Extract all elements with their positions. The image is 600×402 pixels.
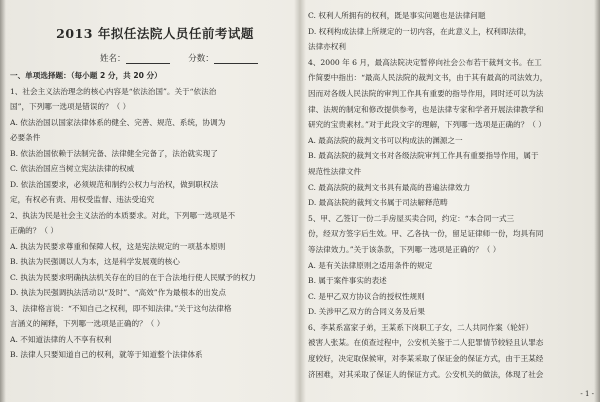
- text-line: D. 执法为民强调执法活动以“及时”、“高效”作为最根本的出发点: [10, 288, 227, 297]
- left-page-text: [10, 68, 290, 363]
- text-line: B. 执法为民强调以人为本，这是科学发展观的核心: [10, 257, 180, 266]
- text-line: 规范性法律文件: [308, 166, 362, 176]
- text-line: B. 最高法院的裁判文书对各级法院审判工作具有重要指导作用，属于: [308, 151, 539, 161]
- text-line: 律、法规的制定和修改提供参考，也是法律专家和学者开展法律教学和: [308, 104, 544, 114]
- text-line: 定，有权必有责、用权受监督、违法受追究: [10, 195, 155, 204]
- score-label: 分数：: [188, 54, 214, 64]
- text-line: 济困难，对其采取了保证人的保证方式。公安机关的做法，体现了社会: [308, 369, 544, 379]
- text-line: 4、2000 年 6 月，最高法院决定暂停向社会公布若干裁判文书。在工: [308, 57, 542, 67]
- text-line: A. 执法为民要求尊重和保障人权，这是宪法规定的一项基本原则: [10, 241, 226, 251]
- text-line: 国”，下列哪一选项是错误的？（ ）: [10, 102, 131, 111]
- text-line: 5、甲、乙签订一份二手房屋买卖合同，约定：“本合同一式三: [308, 213, 515, 223]
- text-line: 因而对各级人民法院的审判工作具有重要的指导作用，同时还可以为法: [308, 88, 544, 98]
- text-line: 度较好，决定取保候审，对李某采取了保证金的保证方式，由于王某经: [308, 354, 544, 364]
- text-line: A. 最高法院的裁判文书可以构成法的渊源之一: [308, 135, 463, 145]
- text-line: A. 依法治国以国家法律体系的健全、完善、规范、系统，协调为: [10, 117, 226, 127]
- text-line: 2、执法为民是社会主义法治的本质要求。对此，下列哪一选项是不: [10, 210, 236, 220]
- text-line: A. 不知道法律的人不享有权利: [10, 334, 112, 344]
- text-line: C. 执法为民要求明确执法机关存在的目的在于合法地行使人民赋予的权力: [10, 272, 256, 282]
- text-line: 法律亦权利: [308, 42, 346, 52]
- text-line: 一、单项选择题：（每小题 2 分，共 20 分）: [10, 71, 162, 80]
- text-line: C. 是甲乙双方协议合的授权性规则: [308, 291, 425, 301]
- text-line: 被害人张某。在侦查过程中，公安机关鉴于二人犯罪情节较轻且认罪态: [308, 338, 544, 348]
- text-line: D. 依法治国要求，必须规范和制约公权力与治权，做到职权法: [10, 179, 219, 189]
- name-score-row: [100, 52, 274, 64]
- text-line: A. 是有关法律原则之适用条件的规定: [308, 260, 433, 270]
- text-line: 正确的？（ ）: [10, 226, 58, 235]
- name-label: 姓名：: [100, 54, 126, 64]
- text-line: 研究的宝贵素材。”对于此段文字的理解，下列哪一选项是正确的？（ ）: [308, 120, 546, 130]
- right-page-text: [308, 8, 590, 382]
- text-line: B. 属于案件事实的表述: [308, 276, 387, 286]
- text-line: 3、法律格言说：“不知自己之权利，即不知法律。”关于这句法律格: [10, 303, 232, 313]
- text-line: C. 权利人所拥有的权利，既是事实问题也是法律问题: [308, 11, 486, 20]
- text-line: B. 法律人只要知道自己的权利，就等于知道整个法律体系: [10, 350, 203, 359]
- text-line: 作简要中指出：“最高人民法院的裁判文书，由于其有最高的司法效力，: [308, 73, 548, 83]
- text-line: 份，经双方签字后生效。甲、乙各执一份，留足证律师一份，均具有同: [308, 229, 544, 239]
- text-line: 1、社会主义法治理念的核心内容是“依法治国”。关于“依法治: [10, 86, 217, 96]
- text-line: 等法律效力。”关于该条款，下列哪一选项是正确的？（ ）: [308, 244, 501, 254]
- text-line: D. 最高法院的裁判文书属于司法解释范畴: [308, 198, 448, 208]
- page-number: - 1 -: [580, 390, 594, 398]
- text-line: D. 关涉甲乙双方的合同义务及后果: [308, 307, 425, 317]
- name-blank: [126, 54, 170, 64]
- text-line: D. 权利构成法律上所规定的一切内容，在此意义上，权利即法律，: [308, 26, 532, 36]
- exam-title: 2013 年拟任法院人员任前考试题: [56, 26, 254, 41]
- score-blank: [214, 54, 258, 64]
- text-line: C. 依法治国应当树立宪法法律的权威: [10, 164, 135, 173]
- text-line: B. 依法治国依赖于法制完备、法律健全完备了，法治就实现了: [10, 148, 218, 158]
- text-line: 必要条件: [10, 133, 41, 142]
- text-line: 6、李某系富家子弟，王某系下岗职工子女，二人共同作案（轮奸）: [308, 322, 534, 332]
- left-page: [0, 0, 296, 402]
- text-line: 言涵义的阐释，下列哪一选项是正确的？（ ）: [10, 319, 165, 328]
- right-page: [304, 0, 600, 402]
- text-line: C. 最高法院的裁判文书具有最高的普遍法律效力: [308, 182, 471, 192]
